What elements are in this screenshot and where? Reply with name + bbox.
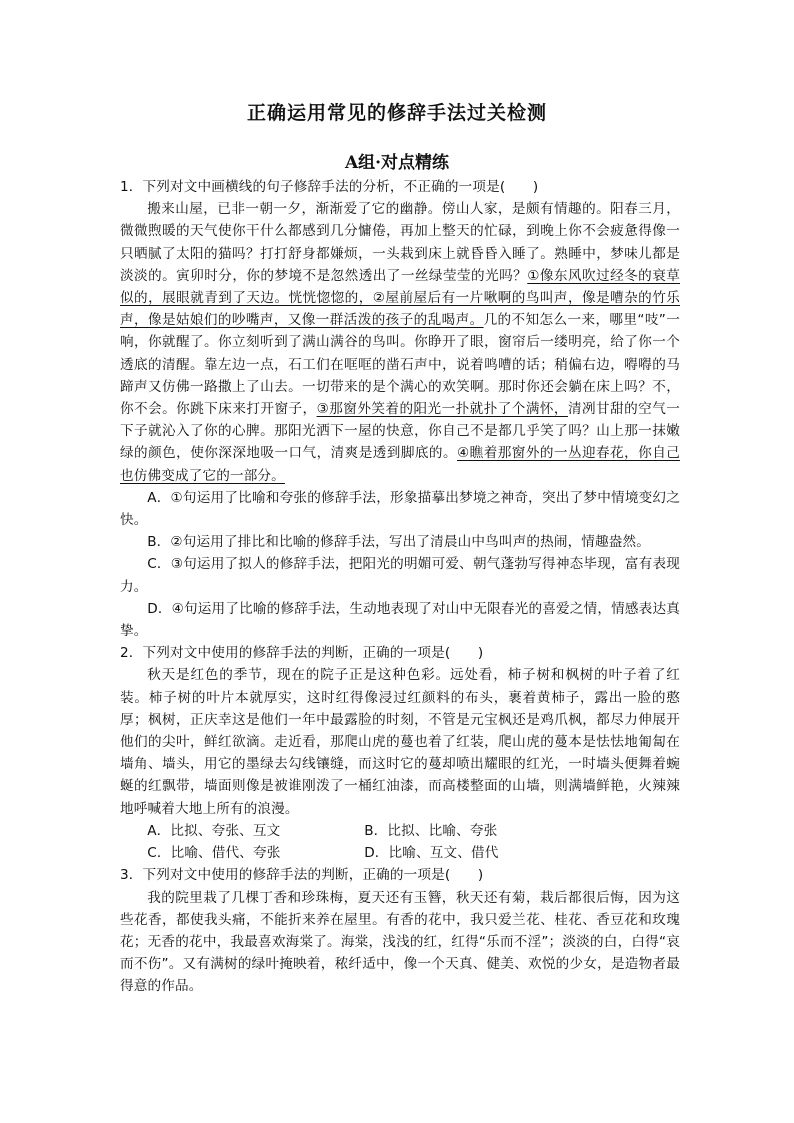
question-1-stem: 1．下列对文中画横线的句子修辞手法的分析，不正确的一项是( ) xyxy=(120,179,539,195)
underlined-sentence-3: ③那窗外笑着的阳光一扑就扑了个满怀， xyxy=(316,401,568,418)
question-1-option-b: B．②句运用了排比和比喻的修辞手法，写出了清晨山中鸟叫声的热闹，情趣盎然。 xyxy=(147,534,651,551)
page-title: 正确运用常见的修辞手法过关检测 xyxy=(246,102,547,124)
question-2-passage: 秋天是红色的季节，现在的院子正是这种色彩。远处看，柿子树和枫树的叶子着了红装。柿子树的叶片本就厚实，这时红得像浸过红颜料的布头，裹着黄柿子，露出一脸的憨厚；枫树，正庆幸这是他们一年中最露脸的时刻，不管是元宝枫还是鸡爪枫，都尽力伸展开他们的尖叶，鲜红欲滴。走近看，那爬山虎的蔓也着了红装，爬山虎的蔓本是怯怯地匍匐在墙角、墙头，用它的墨绿去勾线镶缝，而这时它的蔓却喷出耀眼的红光，一时墙头便舞着蜿蜒的红飘带，墙面则像是被谁刚泼了一桶红油漆，而高楼整面的山墙，则满墙鲜艳，火辣辣地呼喊着大地上所有的浪漫。 xyxy=(120,667,680,817)
section-heading: A组·对点精练 xyxy=(344,153,450,173)
underlined-sentence-4: ④瞧着那窗外的一丛迎春花，你自己也仿佛变成了它的一部分。 xyxy=(120,445,680,484)
question-2-option-b: B．比拟、比喻、夸张 xyxy=(364,822,498,839)
question-2-option-c: C．比喻、借代、夸张 xyxy=(147,845,281,862)
passage-text: 几的不知怎么一来，哪里“吱”一响，你就醒了。你立刻听到了满山满谷的鸟叫。你睁开了眼，窗帘后一缕明亮，给了你一个透底的清醒。靠左边一点，石工们在哐哐的凿石声中，说着鸣嘈的话；稍偏右边，嘚嘚的马蹄声又仿佛一路撒上了山去。一切带来的是个满心的欢笑啊。那时你还会躺在床上吗？不，你不会。你跳下床来打开窗子， xyxy=(120,312,680,418)
question-1-option-d: D．④句运用了比喻的修辞手法，生动地表现了对山中无限春光的喜爱之情，情感表达真挚。 xyxy=(120,600,680,640)
question-2-stem: 2．下列对文中使用的修辞手法的判断，正确的一项是( ) xyxy=(120,645,484,662)
underlined-sentence-2: ②屋前屋后有一片啾啊的鸟叫声，像是嘈杂的竹乐声，像是姑娘们的吵嘴声，又像一群活泼的孩子的乱喝声。 xyxy=(120,290,680,329)
document-body xyxy=(120,142,680,998)
heading-spacer xyxy=(120,142,680,176)
question-3-passage: 我的院里栽了几棵丁香和珍珠梅，夏天还有玉簪，秋天还有菊，栽后都很后悔，因为这些花香，都使我头痛，不能折来养在屋里。有香的花中，我只爱兰花、桂花、香豆花和玫瑰花；无香的花中，我最喜欢海棠了。海棠，浅浅的红，红得“乐而不淫”；淡淡的白，白得“哀而不伤”。又有满树的绿叶掩映着，秾纤适中，像一个天真、健美、欢悦的少女，是造物者最得意的作品。 xyxy=(120,889,680,995)
question-3-stem: 3．下列对文中使用的修辞手法的判断，正确的一项是( ) xyxy=(120,867,484,884)
underlined-sentence-1: ①像东风吹过经冬的衰草似的，展眼就青到了天边。恍恍惚惚的， xyxy=(120,267,680,307)
question-2-option-d: D．比喻、互文、借代 xyxy=(364,845,499,862)
passage-text: 搬来山屋，已非一朝一夕，渐渐爱了它的幽静。傍山人家，是颇有情趣的。阳春三月，微微煦暖的天气使你干什么都感到几分慵倦，再加上整天的忙碌，到晚上你不会疲惫得像一只晒腻了太阳的猫吗？打打舒身都嫌烦，一头栽到床上就昏昏入睡了。熟睡中，梦味儿都是淡淡的。寅卯时分，你的梦境不是忽然透出了一丝绿莹莹的光吗？ xyxy=(120,201,680,284)
question-2-options-row-2 xyxy=(120,842,680,864)
question-2-options-row-1 xyxy=(120,820,680,842)
question-1-passage xyxy=(120,198,680,487)
passage-text: 清冽甘甜的空气一下子就沁入了你的心脾。那阳光洒下一屋的快意，你自己不是都几乎笑了吗？山上那一抹嫩绿的颜色，使你深深地吸一口气，清爽是透到脚底的。 xyxy=(120,401,680,462)
question-2-option-a: A．比拟、夸张、互文 xyxy=(147,822,281,839)
question-1-option-a: A．①句运用了比喻和夸张的修辞手法，形象描摹出梦境之神奇，突出了梦中情境变幻之快。 xyxy=(120,489,680,529)
question-1-option-c: C．③句运用了拟人的修辞手法，把阳光的明媚可爱、朝气蓬勃写得神态毕现，富有表现力。 xyxy=(120,556,680,595)
